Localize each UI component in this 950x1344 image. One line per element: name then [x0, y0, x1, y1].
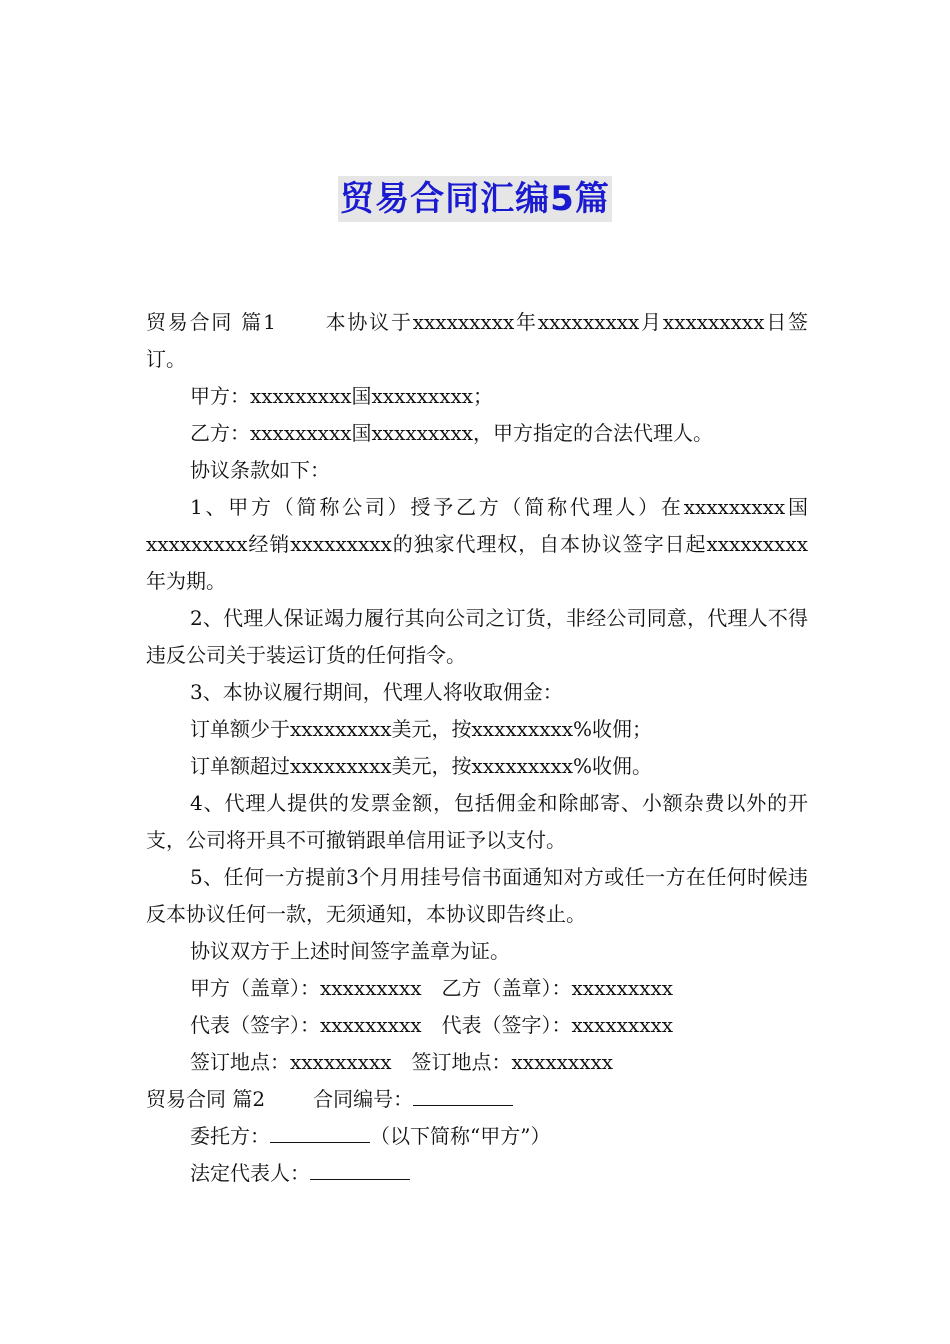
- agreement-date-text: 本协议于xxxxxxxxx年xxxxxxxxx月xxxxxxxxx日签订。: [146, 310, 808, 371]
- section-1-heading: 贸易合同 篇1: [146, 310, 276, 334]
- document-title: 贸易合同汇编5篇: [338, 176, 612, 222]
- seal-party-a: 甲方（盖章）：xxxxxxxxx: [190, 976, 422, 1000]
- commission-low: 订单额少于xxxxxxxxx美元，按xxxxxxxxx%收佣；: [190, 717, 653, 741]
- document-body: [146, 304, 808, 1192]
- client-label: 委托方：: [190, 1124, 270, 1148]
- section-2-intro: [146, 1081, 808, 1118]
- signing-place-line: [146, 1044, 808, 1081]
- clause-1: 1、甲方（简称公司）授予乙方（简称代理人）在xxxxxxxxx国xxxxxxxxx经销xxxxxxxxx的独家代理权，自本协议签字日起xxxxxxxxx年为期。: [146, 495, 808, 593]
- section-2-heading: 贸易合同 篇2: [146, 1087, 266, 1111]
- representative-line: [146, 1007, 808, 1044]
- clause-4: 4、代理人提供的发票金额，包括佣金和除邮寄、小额杂费以外的开支，公司将开具不可撤销跟单信用证予以支付。: [146, 791, 808, 852]
- representative-a: 代表（签字）：xxxxxxxxx: [190, 1013, 422, 1037]
- signing-place-b: 签订地点：xxxxxxxxx: [411, 1050, 614, 1074]
- witness-line: 协议双方于上述时间签字盖章为证。: [190, 939, 510, 963]
- legal-rep-blank: [310, 1157, 410, 1180]
- party-b-line: 乙方：xxxxxxxxx国xxxxxxxxx，甲方指定的合法代理人。: [190, 421, 714, 445]
- client-blank: [270, 1120, 370, 1143]
- seal-line: [146, 970, 808, 1007]
- contract-number-blank: [413, 1083, 513, 1106]
- contract-number-label: 合同编号：: [313, 1087, 414, 1111]
- section-1-intro: [146, 304, 808, 378]
- party-a-line: 甲方：xxxxxxxxx国xxxxxxxxx；: [190, 384, 494, 408]
- terms-intro: 协议条款如下：: [190, 458, 330, 482]
- legal-rep-label: 法定代表人：: [190, 1161, 310, 1185]
- commission-high: 订单额超过xxxxxxxxx美元，按xxxxxxxxx%收佣。: [190, 754, 653, 778]
- legal-rep-line: [146, 1155, 808, 1192]
- signing-place-a: 签订地点：xxxxxxxxx: [190, 1050, 392, 1074]
- client-line: [146, 1118, 808, 1155]
- clause-2: 2、代理人保证竭力履行其向公司之订货，非经公司同意，代理人不得违反公司关于装运订货的任何指令。: [146, 606, 808, 667]
- client-note: （以下简称“甲方”）: [370, 1124, 551, 1148]
- clause-5: 5、任何一方提前3个月用挂号信书面通知对方或任一方在任何时候违反本协议任何一款，无须通知，本协议即告终止。: [146, 865, 808, 926]
- clause-3: 3、本协议履行期间，代理人将收取佣金：: [190, 680, 563, 704]
- seal-party-b: 乙方（盖章）：xxxxxxxxx: [441, 976, 674, 1000]
- representative-b: 代表（签字）：xxxxxxxxx: [441, 1013, 674, 1037]
- title-container: [0, 176, 950, 222]
